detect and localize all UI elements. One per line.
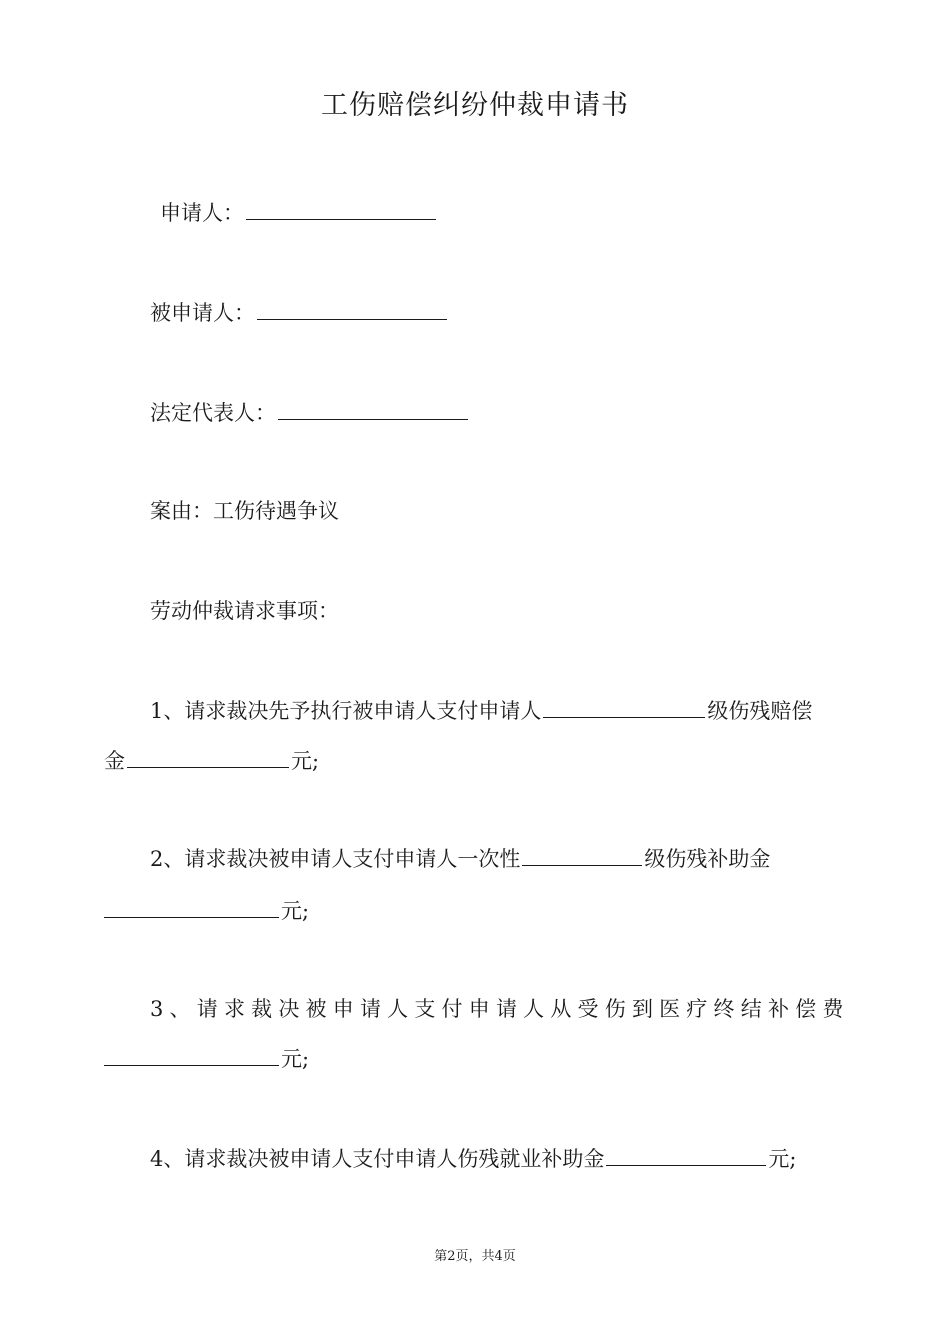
applicant-blank [246, 199, 436, 220]
page-footer: 第2页，共4页 [434, 1249, 516, 1264]
claim-1-blank-amount [127, 747, 289, 768]
claim-2-blank-amount [104, 897, 279, 918]
claim-1-text-a: 1、请求裁决先予执行被申请人支付申请人 [150, 699, 542, 723]
claim-1-text-b: 级伤残赔偿 [707, 699, 813, 723]
claim-1-text-d: 元; [291, 749, 320, 773]
claim-4-blank-amount [606, 1145, 766, 1166]
claims-heading: 劳动仲裁请求事项： [150, 599, 339, 623]
claim-3-line-1 [150, 994, 850, 1024]
claim-1-text-c: 金 [104, 749, 125, 773]
legal-rep-label: 法定代表人： [150, 401, 276, 425]
claim-2-text-a: 2、请求裁决被申请人支付申请人一次性 [150, 847, 521, 871]
respondent-label: 被申请人： [150, 301, 255, 325]
claim-2-line-2 [104, 896, 846, 926]
respondent-line [150, 298, 892, 328]
claim-2-text-b: 级伤残补助金 [644, 847, 771, 871]
applicant-label: 申请人： [160, 201, 244, 225]
claim-4-text-a: 4、请求裁决被申请人支付申请人伤残就业补助金 [150, 1147, 605, 1171]
claim-3-blank-amount [104, 1045, 279, 1066]
page-title: 工伤赔偿纠纷仲裁申请书 [321, 90, 629, 121]
claim-4-text-b: 元; [768, 1147, 797, 1171]
claim-3-text-a: 3、请求裁决被申请人支付申请人从受伤到医疗终结补偿费 [150, 997, 850, 1021]
claim-2-blank-grade [522, 845, 642, 866]
legal-rep-blank [278, 399, 468, 420]
claim-1-line-2 [104, 746, 846, 776]
claim-3-line-2 [104, 1044, 846, 1074]
applicant-line [160, 198, 902, 228]
claim-2-text-c: 元; [281, 899, 310, 923]
claim-4-line [150, 1144, 846, 1174]
claim-1-line-1 [150, 696, 846, 726]
claim-1-blank-grade [543, 697, 705, 718]
respondent-blank [257, 299, 447, 320]
legal-rep-line [150, 398, 892, 428]
claim-2-line-1 [150, 844, 846, 874]
claim-3-text-b: 元; [281, 1047, 310, 1071]
cause-line: 案由：工伤待遇争议 [150, 499, 339, 523]
